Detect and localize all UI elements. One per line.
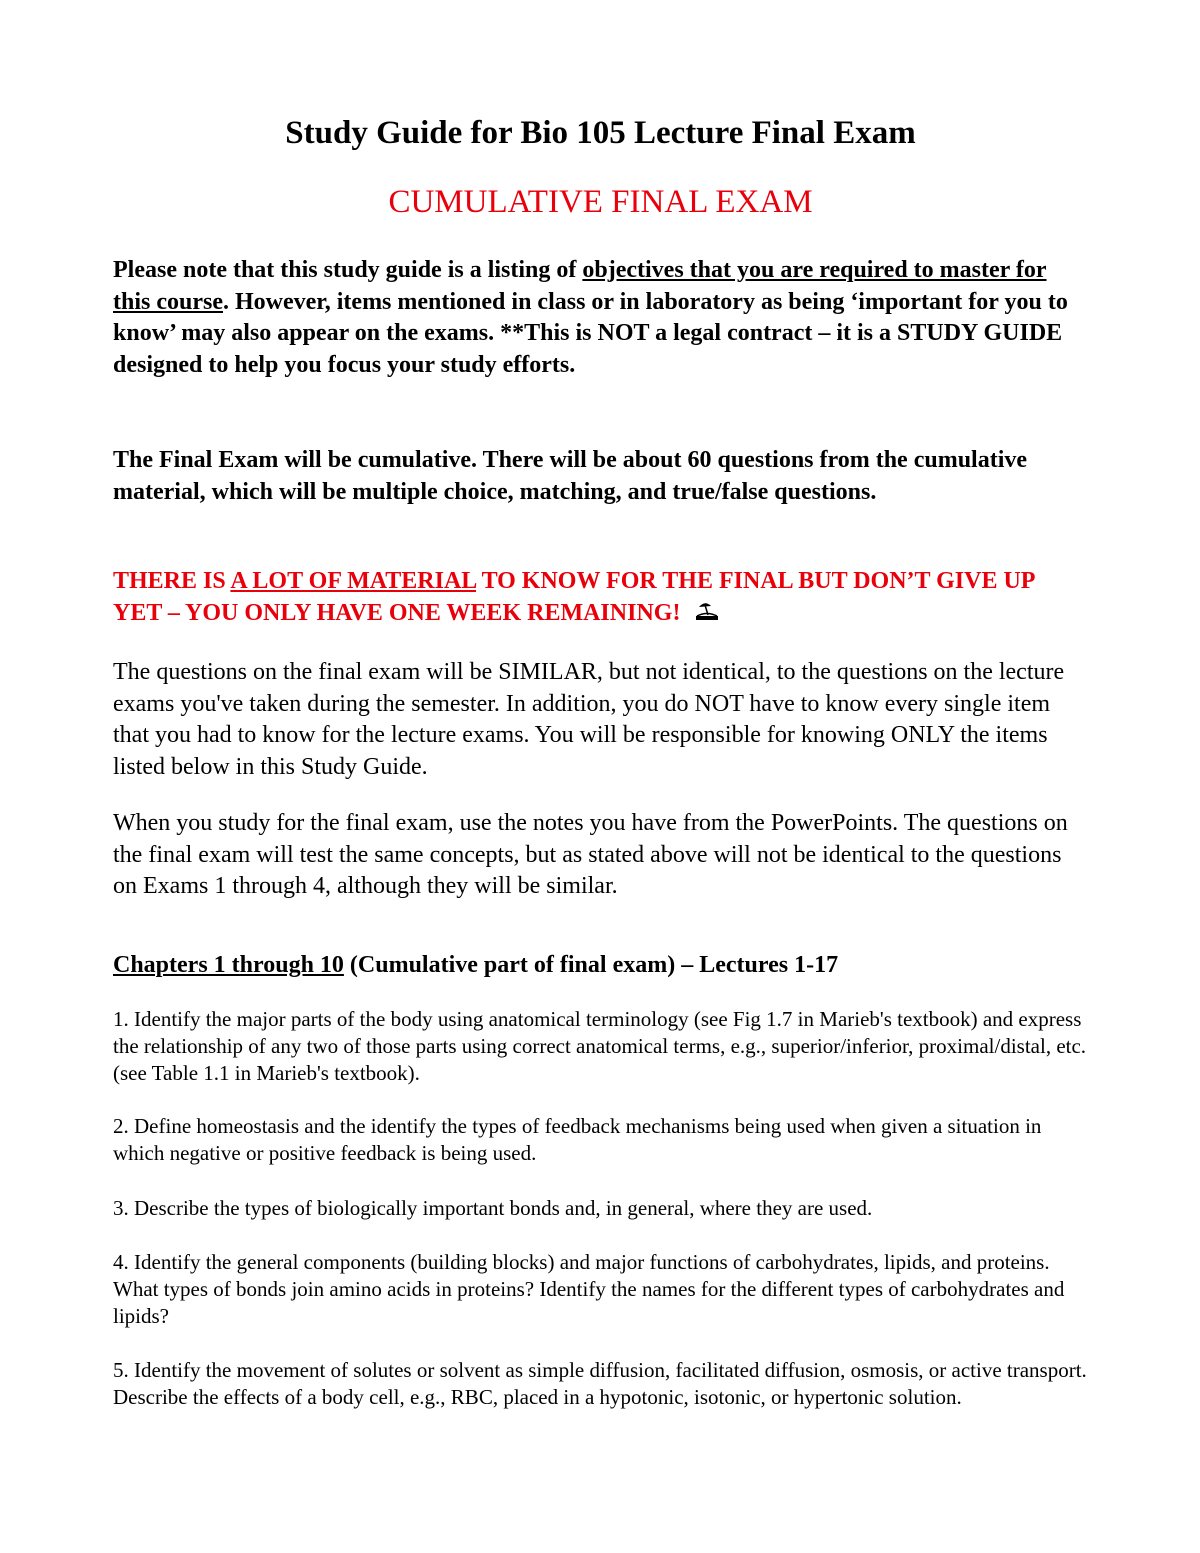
- section-heading-rest: (Cumulative part of final exam) – Lectures 1-17: [343, 952, 839, 978]
- section-heading: [113, 950, 1088, 982]
- document-subtitle: CUMULATIVE FINAL EXAM: [388, 184, 813, 220]
- objective-item: 1. Identify the major parts of the body using anatomical terminology (see Fig 1.7 in Marieb's textbook) and express the relationship of any two of those parts using correct anatomical terms, e.g., superior/inferior, proximal/distal, etc. (see Table 1.1 in Marieb's textbook).: [113, 1007, 1087, 1085]
- warning-underlined: A LOT OF MATERIAL: [230, 568, 476, 594]
- objective-item: 2. Define homeostasis and the identify the types of feedback mechanisms being used when given a situation in which negative or positive feedback is being used.: [113, 1114, 1042, 1165]
- beach-umbrella-icon: [694, 600, 720, 622]
- warning-rest: TO KNOW FOR THE FINAL BUT DON’T GIVE UP YET – YOU ONLY HAVE ONE WEEK REMAINING!: [113, 568, 1035, 626]
- warning-lead: THERE IS: [113, 568, 231, 594]
- similarity-paragraph: The questions on the final exam will be SIMILAR, but not identical, to the questions on the lecture exams you've taken during the semester. In addition, you do NOT have to know every single item that you had to know for the lecture exams. You will be responsible for knowing ONLY the items listed below in this Study Guide.: [113, 659, 1065, 780]
- exam-format-paragraph: The Final Exam will be cumulative. There will be about 60 questions from the cumulative material, which will be multiple choice, matching, and true/false questions.: [113, 447, 1028, 505]
- objective-item: 5. Identify the movement of solutes or solvent as simple diffusion, facilitated diffusion, osmosis, or active transport. Describe the effects of a body cell, e.g., RBC, placed in a hypotonic, isotonic, or hypertonic solution.: [113, 1358, 1087, 1409]
- objective-item: 3. Describe the types of biologically important bonds and, in general, where they are used.: [113, 1196, 873, 1220]
- document-title: Study Guide for Bio 105 Lecture Final Exam: [285, 115, 916, 151]
- study-tips-paragraph: When you study for the final exam, use the notes you have from the PowerPoints. The questions on the final exam will test the same concepts, but as stated above will not be identical to the questions on Exams 1 through 4, although they will be similar.: [113, 810, 1068, 899]
- intro-text-start: Please note that this study guide is a listing of: [113, 257, 583, 283]
- intro-text-rest: . However, items mentioned in class or in laboratory as being ‘important for you to know’ may also appear on the exams. **This is NOT a legal contract – it is a STUDY GUIDE designed to help you focus your study efforts.: [113, 288, 1068, 378]
- intro-underlined-text: objectives that you are required to master for this course: [113, 257, 1047, 315]
- objective-item: 4. Identify the general components (building blocks) and major functions of carbohydrates, lipids, and proteins. What types of bonds join amino acids in proteins? Identify the names for the different types of carbohydrates and lipids?: [113, 1250, 1065, 1328]
- intro-paragraph: [113, 255, 1088, 381]
- warning-paragraph: [113, 566, 1088, 629]
- section-heading-underlined: Chapters 1 through 10: [113, 952, 344, 978]
